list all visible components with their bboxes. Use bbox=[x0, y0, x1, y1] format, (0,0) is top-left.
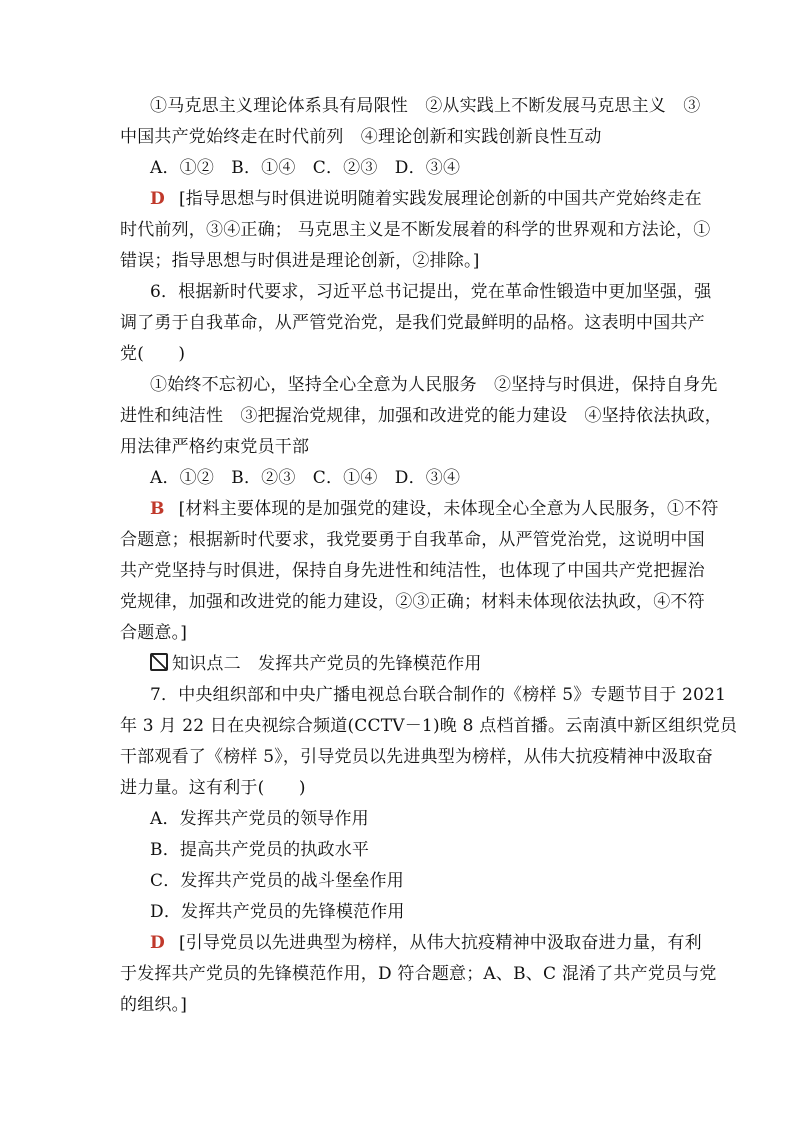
q7-explanation-line-1: D [引导党员以先进典型为榜样，从伟大抗疫精神中汲取奋进力量，有利 bbox=[150, 933, 702, 953]
q7-explanation-line-3: 的组织。] bbox=[120, 995, 188, 1015]
q6-explanation-line-4: 党规律，加强和改进党的能力建设，②③正确；材料未体现依法执政，④不符 bbox=[120, 592, 705, 612]
q6-explanation-line-1: B [材料主要体现的是加强党的建设，未体现全心全意为人民服务，①不符 bbox=[150, 499, 719, 519]
q6-options-line-2: 进性和纯洁性 ③把握治党规律，加强和改进党的能力建设 ④坚持依法执政， bbox=[120, 406, 722, 426]
q7-option-d: D．发挥共产党员的先锋模范作用 bbox=[150, 902, 405, 922]
q7-explanation-line-2: 于发挥共产党员的先锋模范作用，D 符合题意；A、B、C 混淆了共产党员与党 bbox=[120, 964, 717, 984]
q5-options-line-1: ①马克思主义理论体系具有局限性 ②从实践上不断发展马克思主义 ③ bbox=[150, 96, 701, 116]
q7-stem-line-2: 年 3 月 22 日在央视综合频道(CCTV－1)晚 8 点档首播。云南滇中新区组织党员 bbox=[120, 716, 738, 736]
q7-option-a: A．发挥共产党员的领导作用 bbox=[150, 809, 369, 829]
q6-answer: B bbox=[150, 499, 165, 519]
q7-option-c: C．发挥共产党员的战斗堡垒作用 bbox=[150, 871, 405, 891]
q7-stem-line-3: 干部观看了《榜样 5》，引导党员以先进典型为榜样，从伟大抗疫精神中汲取奋 bbox=[120, 747, 713, 767]
q6-stem-line-3: 党( ) bbox=[120, 344, 186, 364]
q5-explanation-line-3: 错误；指导思想与时俱进是理论创新，②排除。] bbox=[120, 251, 480, 271]
section-heading: 知识点二 发挥共产党员的先锋模范作用 bbox=[150, 652, 680, 676]
q5-explanation-line-1: D [指导思想与时俱进说明随着实践发展理论创新的中国共产党始终走在 bbox=[150, 189, 702, 209]
q5-answer: D bbox=[150, 189, 165, 209]
q6-explanation-line-3: 共产党坚持与时俱进，保持自身先进性和纯洁性，也体现了中国共产党把握治 bbox=[120, 561, 705, 581]
q5-explanation-line-2: 时代前列，③④正确； 马克思主义是不断发展着的科学的世界观和方法论，① bbox=[120, 220, 711, 240]
q6-explanation-line-5: 合题意。] bbox=[120, 623, 188, 643]
q6-options-line-1: ①始终不忘初心，坚持全心全意为人民服务 ②坚持与时俱进，保持自身先 bbox=[150, 375, 718, 395]
q5-choices: A．①② B．①④ C．②③ D．③④ bbox=[150, 158, 461, 178]
q7-answer: D bbox=[150, 933, 165, 953]
q6-explanation-line-2: 合题意；根据新时代要求，我党要勇于自我革命，从严管党治党，这说明中国 bbox=[120, 530, 705, 550]
q6-stem-line-1: 6．根据新时代要求，习近平总书记提出，党在革命性锻造中更加坚强，强 bbox=[150, 282, 712, 302]
q6-stem-line-2: 调了勇于自我革命，从严管党治党，是我们党最鲜明的品格。这表明中国共产 bbox=[120, 313, 705, 333]
q7-option-b: B．提高共产党员的执政水平 bbox=[150, 840, 370, 860]
q6-options-line-3: 用法律严格约束党员干部 bbox=[120, 437, 310, 457]
q6-choices: A．①② B．②③ C．①④ D．③④ bbox=[150, 468, 461, 488]
q7-stem-line-4: 进力量。这有利于( ) bbox=[120, 778, 306, 798]
q7-stem-line-1: 7．中央组织部和中央广播电视总台联合制作的《榜样 5》专题节目于 2021 bbox=[150, 685, 727, 705]
section-marker-icon bbox=[150, 653, 168, 671]
q5-options-line-2: 中国共产党始终走在时代前列 ④理论创新和实践创新良性互动 bbox=[120, 127, 602, 147]
